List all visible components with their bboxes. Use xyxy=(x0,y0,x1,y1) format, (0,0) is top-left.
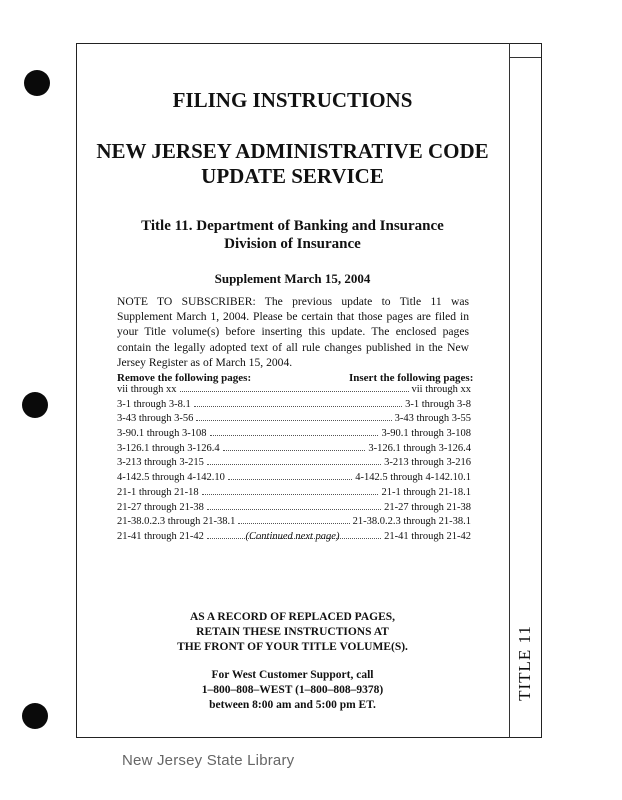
remove-range: 3-1 through 3-8.1 xyxy=(117,398,191,410)
supplement-date: Supplement March 15, 2004 xyxy=(214,271,371,286)
title-line: Title 11. Department of Banking and Insurance xyxy=(141,218,444,234)
punch-hole-middle xyxy=(22,392,48,418)
page-heading: FILING INSTRUCTIONS xyxy=(172,88,413,112)
frame-border-right xyxy=(541,43,542,738)
remove-range: 21-38.0.2.3 through 21-38.1 xyxy=(117,516,236,528)
dot-leader xyxy=(238,523,349,524)
insert-range: 21-1 through 21-18.1 xyxy=(381,486,471,498)
remove-range: 21-27 through 21-38 xyxy=(117,501,204,513)
title-department xyxy=(80,217,505,253)
punch-hole-bottom xyxy=(22,703,48,729)
customer-support xyxy=(80,668,505,713)
record-line: AS A RECORD OF REPLACED PAGES, xyxy=(189,611,396,623)
page-list-row xyxy=(111,413,471,428)
page-list-row xyxy=(111,472,471,487)
dot-leader xyxy=(223,450,366,451)
frame-border-top xyxy=(76,43,542,44)
record-line: RETAIN THESE INSTRUCTIONS AT xyxy=(196,626,389,638)
tab-top-rule xyxy=(509,57,541,58)
dot-leader xyxy=(194,406,402,407)
page-list-row xyxy=(111,443,471,458)
page-list-row xyxy=(111,502,471,517)
support-line: 1–800–808–WEST (1–800–808–9378) xyxy=(201,684,384,696)
record-instructions xyxy=(80,610,505,655)
library-stamp: New Jersey State Library xyxy=(122,752,295,769)
dot-leader xyxy=(228,479,352,480)
remove-range: 4-142.5 through 4-142.10 xyxy=(117,472,225,484)
page-list-row xyxy=(111,399,471,414)
page-list-row xyxy=(111,384,471,399)
support-line: For West Customer Support, call xyxy=(211,669,374,681)
frame-border-bottom xyxy=(76,737,542,738)
remove-range: 21-41 through 21-42 xyxy=(117,530,204,542)
insert-range: 4-142.5 through 4-142.10.1 xyxy=(355,472,471,484)
insert-range: 3-43 through 3-55 xyxy=(394,413,471,425)
code-title-line: UPDATE SERVICE xyxy=(201,164,384,188)
page-list xyxy=(111,384,471,546)
dot-leader xyxy=(180,391,409,392)
title-tab-label: TITLE 11 xyxy=(515,625,535,701)
page-list-row xyxy=(111,487,471,502)
punch-hole-top xyxy=(24,70,50,96)
frame-border-left xyxy=(76,43,77,738)
insert-range: 21-41 through 21-42 xyxy=(384,530,471,542)
code-title xyxy=(80,139,505,189)
remove-range: vii through xx xyxy=(117,384,177,395)
remove-range: 3-126.1 through 3-126.4 xyxy=(117,442,220,454)
continued-note: (Continued next page) xyxy=(245,531,340,542)
dot-leader xyxy=(210,435,379,436)
insert-range: 3-126.1 through 3-126.4 xyxy=(368,442,471,454)
insert-range: 3-90.1 through 3-108 xyxy=(381,428,471,440)
remove-range: 21-1 through 21-18 xyxy=(117,486,199,498)
title-tab xyxy=(509,608,541,718)
code-title-line: NEW JERSEY ADMINISTRATIVE CODE xyxy=(96,139,489,163)
insert-pages-header: Insert the following pages: xyxy=(349,372,474,384)
dot-leader xyxy=(202,494,379,495)
page-list-row xyxy=(111,516,471,531)
insert-range: 3-213 through 3-216 xyxy=(384,457,471,469)
support-line: between 8:00 am and 5:00 pm ET. xyxy=(209,699,376,711)
remove-range: 3-43 through 3-56 xyxy=(117,413,194,425)
page-list-row xyxy=(111,428,471,443)
record-line: THE FRONT OF YOUR TITLE VOLUME(S). xyxy=(177,641,408,653)
subscriber-note: NOTE TO SUBSCRIBER: The previous update to Title 11 was Supplement March 1, 2004. Please be certain that those pages are filed in your Title volume(s) before inserting this update. The enclosed pages contain the legally adopted text of all rule changes published in the New Jersey Register as of March 15, 2004. xyxy=(117,295,469,369)
insert-range: 3-1 through 3-8 xyxy=(405,398,471,410)
remove-pages-header: Remove the following pages: xyxy=(117,372,252,384)
dot-leader xyxy=(196,420,391,421)
dot-leader xyxy=(207,464,381,465)
remove-range: 3-213 through 3-215 xyxy=(117,457,204,469)
insert-range: 21-38.0.2.3 through 21-38.1 xyxy=(352,516,471,528)
dot-leader xyxy=(207,509,381,510)
page-list-row xyxy=(111,457,471,472)
title-line: Division of Insurance xyxy=(224,236,361,252)
remove-range: 3-90.1 through 3-108 xyxy=(117,428,207,440)
insert-range: vii through xx xyxy=(411,384,471,395)
insert-range: 21-27 through 21-38 xyxy=(384,501,471,513)
